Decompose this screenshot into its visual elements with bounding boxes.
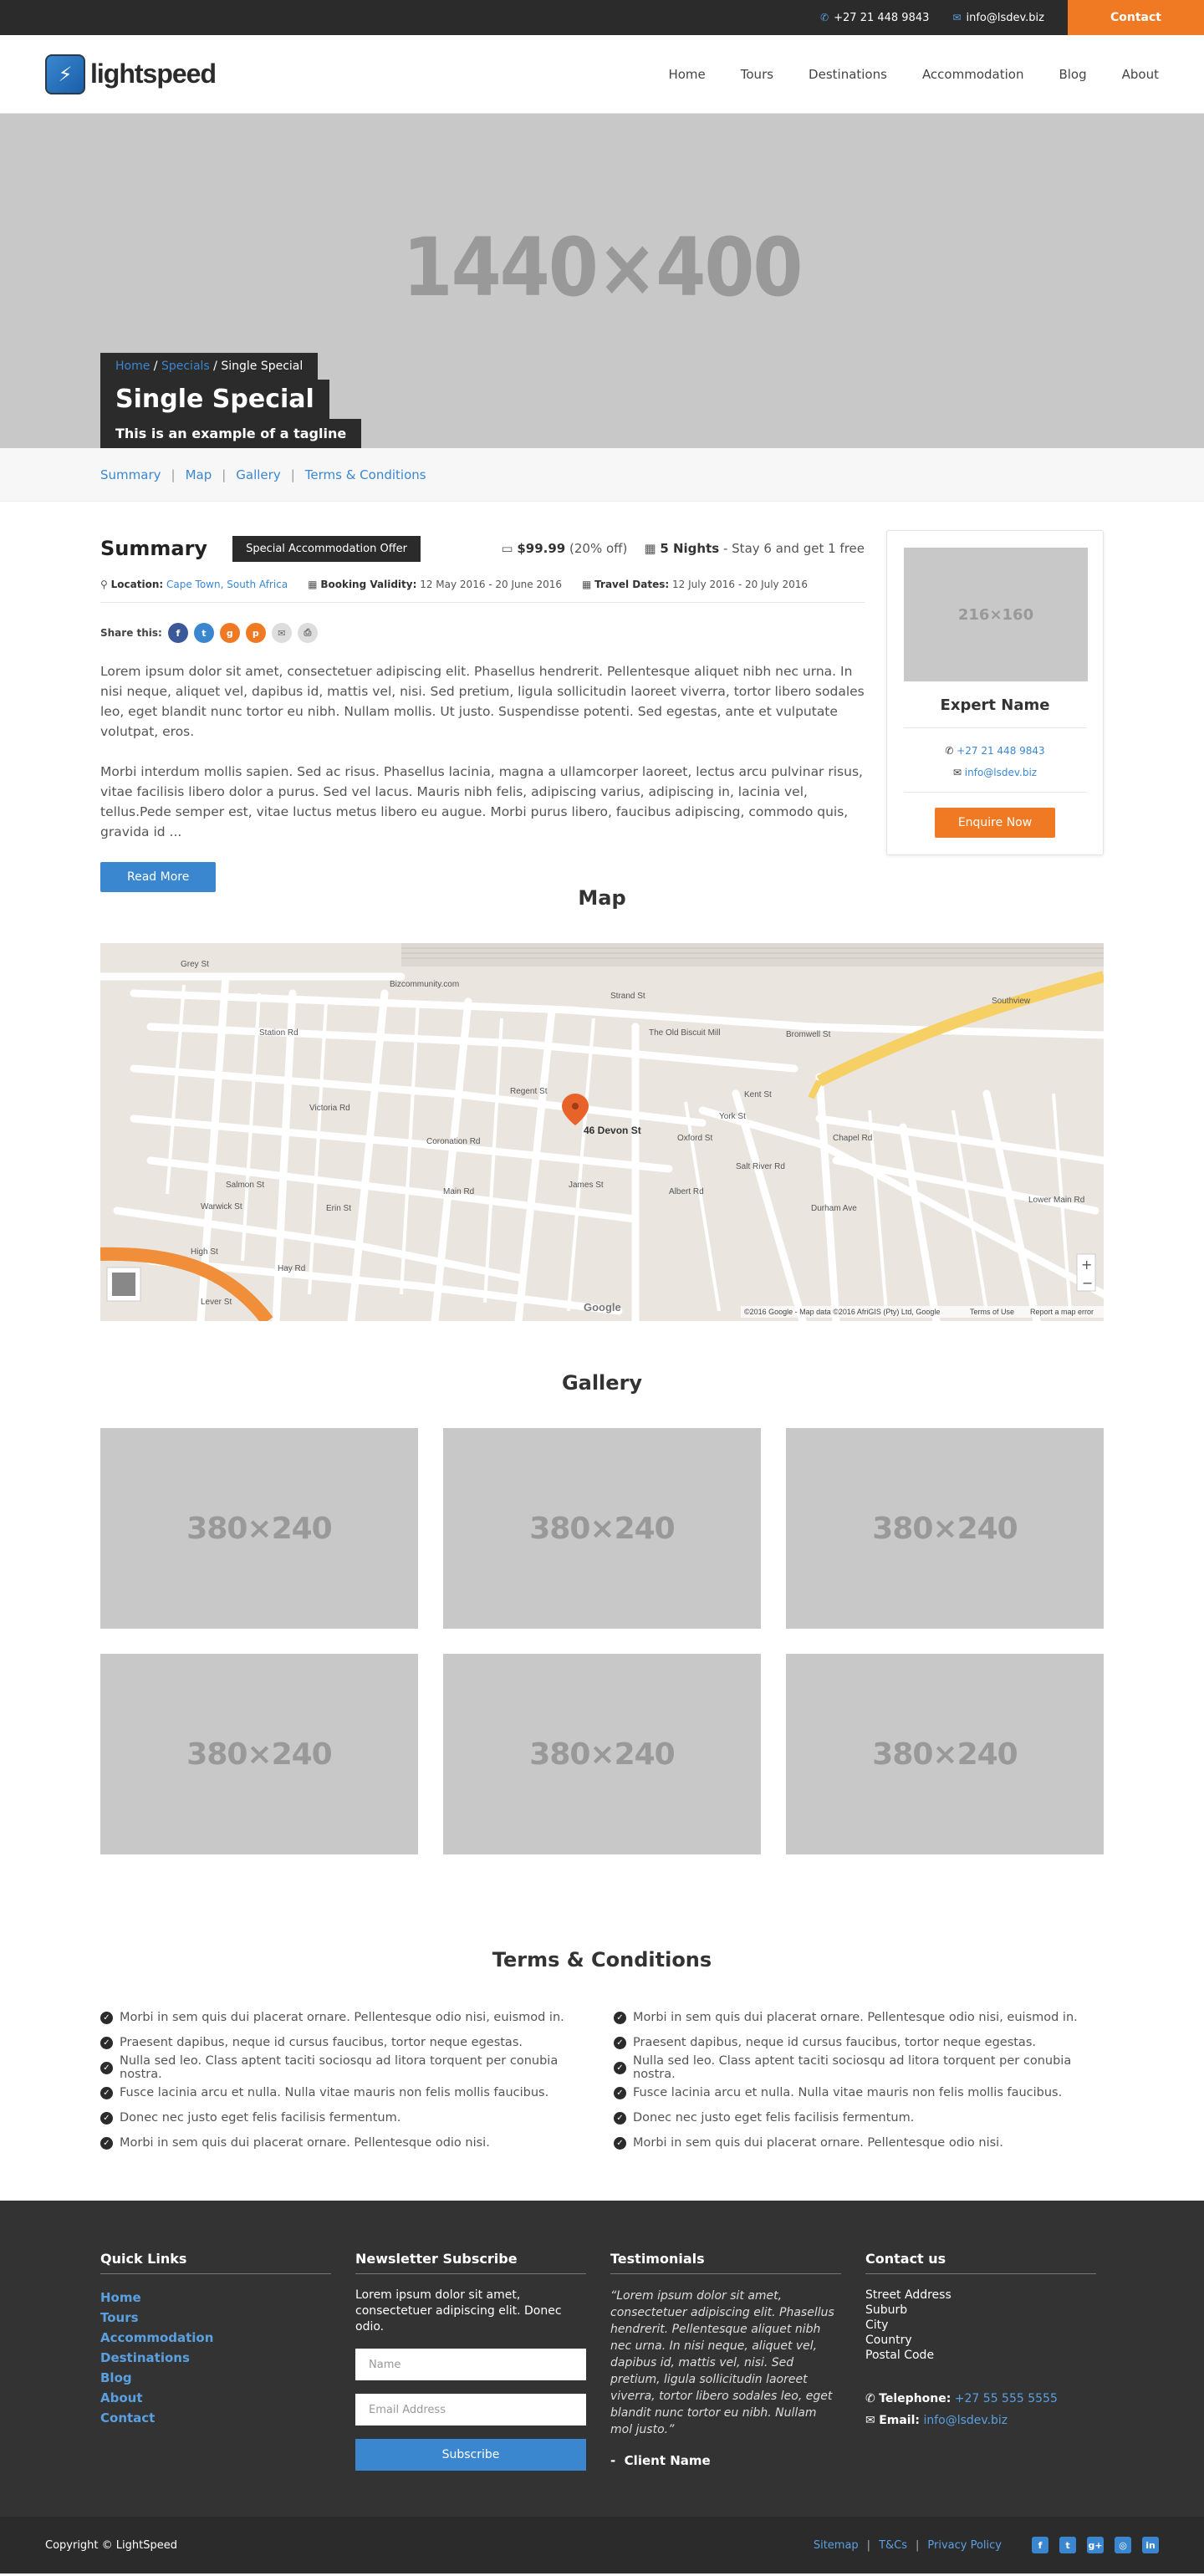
- term-text: Morbi in sem quis dui placerat ornare. Pellentesque odio nisi.: [633, 2136, 1003, 2150]
- summary-paragraph-2: Morbi interdum mollis sapien. Sed ac risus. Phasellus lacinia, magna a ullamcorper laoreet, lectus arcu pulvinar risus, vitae facilisis libero dolor a purus. Sed vel lacus. Mauris nibh felis, adipiscing varius, adipiscing in, lacinia vel, tellus.Pede semper est, vitae luctus metus libero eu augue. Morbi purus libero, faucibus adipiscing, commodo quis, gravida id ...: [100, 764, 863, 839]
- newsletter-title: Newsletter Subscribe: [355, 2251, 586, 2274]
- map-place: The Old Biscuit Mill: [649, 1028, 721, 1038]
- term-item: [614, 2030, 1115, 2055]
- address-line: City: [865, 2318, 889, 2332]
- map-place: James St: [569, 1181, 604, 1190]
- check-circle-icon: ✓: [100, 2112, 113, 2125]
- section-nav-map[interactable]: Map: [185, 467, 212, 482]
- map-place: Bizcommunity.com: [390, 980, 460, 989]
- envelope-icon: ✉: [952, 12, 962, 23]
- top-phone[interactable]: [820, 12, 929, 24]
- hero-caption: [100, 353, 361, 448]
- hero-placeholder: 1440×400: [402, 221, 802, 314]
- envelope-icon: ✉: [865, 2414, 875, 2427]
- validity-meta: [308, 579, 562, 590]
- term-item: [100, 2080, 602, 2105]
- travel-label: Travel Dates:: [594, 579, 670, 590]
- section-nav-summary[interactable]: Summary: [100, 467, 161, 482]
- gallery-title: Gallery: [561, 1371, 643, 1395]
- check-circle-icon: ✓: [614, 2012, 626, 2024]
- site-footer: [0, 2201, 1204, 2517]
- summary-header: [100, 532, 865, 565]
- map-place: Strand St: [610, 992, 645, 1001]
- footer-address: [865, 2288, 1096, 2363]
- breadcrumb-specials[interactable]: Specials: [161, 360, 210, 373]
- check-circle-icon: ✓: [614, 2137, 626, 2150]
- terms-list-left: [100, 2005, 602, 2155]
- contact-button[interactable]: Contact: [1068, 0, 1204, 35]
- map-place: Kent St: [744, 1090, 772, 1099]
- check-circle-icon: ✓: [100, 2012, 113, 2024]
- expert-name: Expert Name: [904, 696, 1086, 728]
- expert-email-link[interactable]: info@lsdev.biz: [964, 767, 1038, 778]
- term-item: [100, 2005, 602, 2030]
- copyright: Copyright © LightSpeed: [45, 2538, 177, 2552]
- hero-banner: [0, 114, 1204, 448]
- price-info: [501, 541, 627, 556]
- map-place: Station Rd: [259, 1028, 298, 1038]
- footer-link-accommodation[interactable]: Accommodation: [100, 2330, 214, 2345]
- footer-link-contact[interactable]: Contact: [100, 2410, 156, 2426]
- contact-title: Contact us: [865, 2251, 1096, 2274]
- gallery-grid: [100, 1428, 1104, 1854]
- term-text: Fusce lacinia arcu et nulla. Nulla vitae mauris non felis mollis faucibus.: [120, 2086, 549, 2099]
- term-item: [100, 2055, 602, 2080]
- logo[interactable]: [45, 54, 216, 94]
- map-pin-icon: ⚲: [100, 579, 108, 590]
- term-text: Praesent dapibus, neque id cursus faucibus, tortor neque egestas.: [120, 2036, 523, 2049]
- map-place: Salt River Rd: [736, 1162, 785, 1171]
- map-place: Hay Rd: [278, 1264, 306, 1273]
- summary-paragraph-1: Lorem ipsum dolor sit amet, consectetuer adipiscing elit. Phasellus hendrerit. Pellentesque aliquet nibh nec urna. In nisi neque, aliquet vel, dapibus id, mattis vel, nisi. Sed pretium, ligula sollicitudin laoreet viverra, tortor libero sodales leo, eget blandit nunc tortor eu nibh. Nullam mollis. Ut justo. Suspendisse potenti. Sed egestas, ante et vulputate volutpat, eros.: [100, 664, 865, 739]
- check-circle-icon: ✓: [614, 2112, 626, 2125]
- social-links: [1032, 2537, 1159, 2553]
- nights-note: - Stay 6 and get 1 free: [722, 541, 865, 556]
- check-circle-icon: ✓: [100, 2137, 113, 2150]
- section-nav-gallery[interactable]: Gallery: [236, 467, 281, 482]
- client-name: Client Name: [624, 2453, 711, 2468]
- term-text: Morbi in sem quis dui placerat ornare. Pellentesque odio nisi, euismod in.: [120, 2011, 564, 2024]
- phone-icon: ✆: [865, 2392, 875, 2405]
- validity-value: 12 May 2016 - 20 June 2016: [420, 579, 562, 590]
- check-circle-icon: ✓: [614, 2037, 626, 2049]
- twitter-icon[interactable]: t: [1059, 2537, 1076, 2553]
- facebook-icon[interactable]: f: [168, 623, 188, 643]
- privacy-policy-link[interactable]: Privacy Policy: [927, 2538, 1002, 2552]
- term-item: [614, 2080, 1115, 2105]
- breadcrumb-current: Single Special: [221, 360, 304, 373]
- term-text: Nulla sed leo. Class aptent taciti sociosqu ad litora torquent per conubia nostra.: [633, 2054, 1072, 2081]
- print-icon[interactable]: ⎙: [298, 623, 318, 643]
- top-email-text: info@lsdev.biz: [966, 11, 1044, 24]
- location-label: Location:: [110, 579, 164, 590]
- section-nav-terms[interactable]: Terms & Conditions: [304, 467, 426, 482]
- page-title: Single Special: [100, 380, 329, 419]
- map-place: Durham Ave: [811, 1204, 857, 1213]
- check-circle-icon: ✓: [614, 2062, 626, 2074]
- gallery-image[interactable]: 380×240: [786, 1654, 1104, 1854]
- check-circle-icon: ✓: [100, 2087, 113, 2099]
- footer-newsletter: [355, 2251, 586, 2471]
- breadcrumb-home[interactable]: Home: [115, 360, 150, 373]
- testimonial-quote: “Lorem ipsum dolor sit amet, consectetuer adipiscing elit. Phasellus hendrerit. Pellentesque aliquet nibh nec urna. In nisi neque, aliquet vel, dapibus id, mattis vel, nisi. Sed pretium, ligula sollicitudin laoreet viverra, tortor libero sodales leo, eget blandit nunc tortor eu nibh. Nullam mol justo.”: [610, 2289, 834, 2436]
- term-text: Nulla sed leo. Class aptent taciti sociosqu ad litora torquent per conubia nostra.: [120, 2054, 559, 2081]
- facebook-icon[interactable]: f: [1032, 2537, 1048, 2553]
- section-nav: Summary | Map | Gallery | Terms & Conditions: [0, 448, 1204, 502]
- nav-tours[interactable]: Tours: [740, 66, 774, 82]
- top-email[interactable]: [952, 12, 1044, 24]
- terms-title: Terms & Conditions: [492, 1948, 712, 1972]
- nav-blog[interactable]: Blog: [1059, 66, 1087, 82]
- map-place: Oxford St: [677, 1134, 713, 1143]
- travel-value: 12 July 2016 - 20 July 2016: [672, 579, 809, 590]
- logo-text: lightspeed: [90, 59, 217, 89]
- share-row: [100, 623, 865, 643]
- testimonial-client: - Client Name: [610, 2453, 711, 2468]
- nav-destinations[interactable]: Destinations: [809, 66, 887, 82]
- linkedin-icon[interactable]: in: [1142, 2537, 1159, 2553]
- gallery-image[interactable]: 380×240: [100, 1654, 418, 1854]
- map-place: York St: [719, 1112, 746, 1121]
- lightning-logo-icon: ⚡: [45, 54, 85, 94]
- address-line: Street Address: [865, 2288, 951, 2302]
- travel-meta: [582, 579, 808, 590]
- footer-link-about[interactable]: About: [100, 2390, 143, 2405]
- envelope-icon: ✉: [952, 767, 962, 778]
- map-marker-label: 46 Devon St: [584, 1125, 641, 1136]
- google-plus-icon[interactable]: g+: [1087, 2537, 1104, 2553]
- gallery-image[interactable]: 380×240: [443, 1654, 761, 1854]
- map-place: Salmon St: [226, 1181, 265, 1190]
- expert-phone[interactable]: [904, 740, 1086, 762]
- map-terms-link[interactable]: Terms of Use: [970, 1308, 1015, 1316]
- address-line: Suburb: [865, 2303, 908, 2317]
- telephone-label: Telephone:: [879, 2392, 951, 2405]
- gallery-image[interactable]: 380×240: [443, 1428, 761, 1629]
- map-place: Bromwell St: [786, 1030, 831, 1039]
- map-place: Main Rd: [443, 1187, 475, 1196]
- term-text: Donec nec justo eget felis facilisis fermentum.: [633, 2111, 915, 2125]
- term-item: [614, 2005, 1115, 2030]
- term-item: [100, 2030, 602, 2055]
- page-tagline: This is an example of a tagline: [100, 419, 361, 448]
- quick-links-title: Quick Links: [100, 2251, 331, 2274]
- summary-content: [100, 532, 865, 892]
- map-report-link[interactable]: Report a map error: [1030, 1308, 1094, 1316]
- map-place: Lower Main Rd: [1028, 1196, 1085, 1205]
- site-header: [0, 35, 1204, 114]
- calendar-icon: ▦: [582, 579, 592, 590]
- share-label: Share this:: [100, 627, 162, 639]
- price-value: $99.99: [517, 541, 566, 556]
- summary-section: [0, 502, 1204, 886]
- footer-link-tours[interactable]: Tours: [100, 2310, 139, 2325]
- term-item: [614, 2055, 1115, 2080]
- term-item: [614, 2130, 1115, 2155]
- bottom-bar: [0, 2517, 1204, 2573]
- footer-testimonials: [610, 2251, 841, 2468]
- summary-title: Summary: [100, 537, 208, 560]
- map-place: Grey St: [181, 960, 209, 969]
- term-text: Fusce lacinia arcu et nulla. Nulla vitae mauris non felis mollis faucibus.: [633, 2086, 1063, 2099]
- summary-pricing: [501, 541, 865, 556]
- calendar-icon: ▦: [644, 541, 656, 556]
- terms-list-right: [614, 2005, 1115, 2155]
- email-label: Email:: [879, 2414, 920, 2427]
- map-place: Erin St: [326, 1204, 352, 1213]
- google-logo: Google: [584, 1301, 621, 1314]
- address-line: Postal Code: [865, 2349, 935, 2362]
- expert-contact: [904, 740, 1086, 793]
- term-text: Donec nec justo eget felis facilisis fermentum.: [120, 2111, 401, 2125]
- location-meta: [100, 579, 288, 590]
- newsletter-text: Lorem ipsum dolor sit amet, consectetuer adipiscing elit. Donec odio.: [355, 2288, 562, 2334]
- nav-home[interactable]: Home: [668, 66, 706, 82]
- nav-accommodation[interactable]: Accommodation: [921, 66, 1024, 82]
- twitter-icon[interactable]: t: [194, 623, 214, 643]
- check-circle-icon: ✓: [100, 2037, 113, 2049]
- expert-photo: 216×160: [904, 548, 1088, 681]
- nav-about[interactable]: About: [1121, 66, 1159, 82]
- testimonials-title: Testimonials: [610, 2251, 841, 2274]
- expert-email[interactable]: [904, 762, 1086, 783]
- google-map[interactable]: [100, 943, 1104, 1321]
- check-circle-icon: ✓: [614, 2087, 626, 2099]
- newsletter-name-input[interactable]: Name: [355, 2349, 586, 2380]
- zoom-in-icon[interactable]: +: [1081, 1257, 1093, 1273]
- map-place: Regent St: [510, 1087, 548, 1096]
- expert-card: [886, 530, 1104, 855]
- google-plus-icon[interactable]: g: [220, 623, 240, 643]
- map-place: Albert Rd: [669, 1187, 704, 1196]
- sitemap-link[interactable]: Sitemap: [813, 2538, 859, 2552]
- check-circle-icon: ✓: [100, 2062, 113, 2074]
- map-canvas[interactable]: [100, 943, 1104, 1321]
- map-place: Warwick St: [201, 1202, 242, 1211]
- nights-value: 5 Nights: [660, 541, 720, 556]
- map-place: High St: [191, 1247, 218, 1257]
- validity-label: Booking Validity:: [320, 579, 417, 590]
- term-text: Morbi in sem quis dui placerat ornare. Pellentesque odio nisi.: [120, 2136, 490, 2150]
- email-icon[interactable]: ✉: [272, 623, 292, 643]
- special-type-badge: Special Accommodation Offer: [232, 536, 421, 562]
- top-bar: [0, 0, 1204, 35]
- map-place: Lever St: [201, 1298, 232, 1307]
- gallery-image[interactable]: 380×240: [786, 1428, 1104, 1629]
- legal-links: Sitemap | T&Cs | Privacy Policy: [813, 2538, 1002, 2552]
- instagram-icon[interactable]: ◎: [1115, 2537, 1131, 2553]
- footer-quick-links: [100, 2251, 331, 2428]
- footer-link-destinations[interactable]: Destinations: [100, 2350, 190, 2365]
- term-text: Morbi in sem quis dui placerat ornare. Pellentesque odio nisi, euismod in.: [633, 2011, 1078, 2024]
- map-title: Map: [578, 886, 626, 910]
- read-more-button[interactable]: Read More: [100, 862, 216, 892]
- subscribe-button[interactable]: Subscribe: [355, 2439, 586, 2471]
- footer-link-home[interactable]: Home: [100, 2290, 141, 2305]
- enquire-now-button[interactable]: Enquire Now: [935, 808, 1055, 838]
- map-place: Southview: [992, 997, 1031, 1006]
- gallery-section: [0, 1371, 1204, 1948]
- top-phone-text: +27 21 448 9843: [834, 11, 930, 24]
- term-item: [100, 2105, 602, 2130]
- map-place: Chapel Rd: [833, 1134, 873, 1143]
- money-icon: ▭: [501, 541, 513, 556]
- footer-contact-details: [865, 2388, 1096, 2431]
- map-place: Coronation Rd: [426, 1137, 481, 1146]
- footer-contact: [865, 2251, 1096, 2431]
- footer-telephone-link[interactable]: +27 55 555 5555: [954, 2392, 1058, 2405]
- term-text: Praesent dapibus, neque id cursus faucibus, tortor neque egestas.: [633, 2036, 1036, 2049]
- terms-section: [0, 1948, 1204, 2201]
- pinterest-icon[interactable]: p: [246, 623, 266, 643]
- main-nav: [668, 67, 1159, 82]
- footer-email-link[interactable]: info@lsdev.biz: [923, 2414, 1008, 2427]
- phone-icon: ✆: [820, 12, 829, 23]
- map-section: [0, 886, 1204, 1371]
- phone-icon: ✆: [945, 745, 954, 757]
- term-item: [100, 2130, 602, 2155]
- term-item: [614, 2105, 1115, 2130]
- calendar-icon: ▦: [308, 579, 318, 590]
- zoom-out-icon[interactable]: −: [1082, 1275, 1094, 1291]
- map-attribution: ©2016 Google - Map data ©2016 AfriGIS (Pty) Ltd, Google: [744, 1308, 941, 1316]
- price-discount: (20% off): [569, 541, 628, 556]
- tcs-link[interactable]: T&Cs: [879, 2538, 907, 2552]
- expert-phone-link[interactable]: +27 21 448 9843: [957, 745, 1045, 757]
- nights-info: [644, 541, 865, 556]
- footer-link-blog[interactable]: Blog: [100, 2370, 132, 2385]
- newsletter-email-input[interactable]: Email Address: [355, 2394, 586, 2426]
- breadcrumb: Home / Specials / Single Special: [100, 353, 318, 380]
- meta-row: [100, 579, 865, 603]
- map-place: Victoria Rd: [309, 1104, 350, 1113]
- gallery-image[interactable]: 380×240: [100, 1428, 418, 1629]
- location-link[interactable]: Cape Town, South Africa: [166, 579, 288, 590]
- address-line: Country: [865, 2334, 912, 2347]
